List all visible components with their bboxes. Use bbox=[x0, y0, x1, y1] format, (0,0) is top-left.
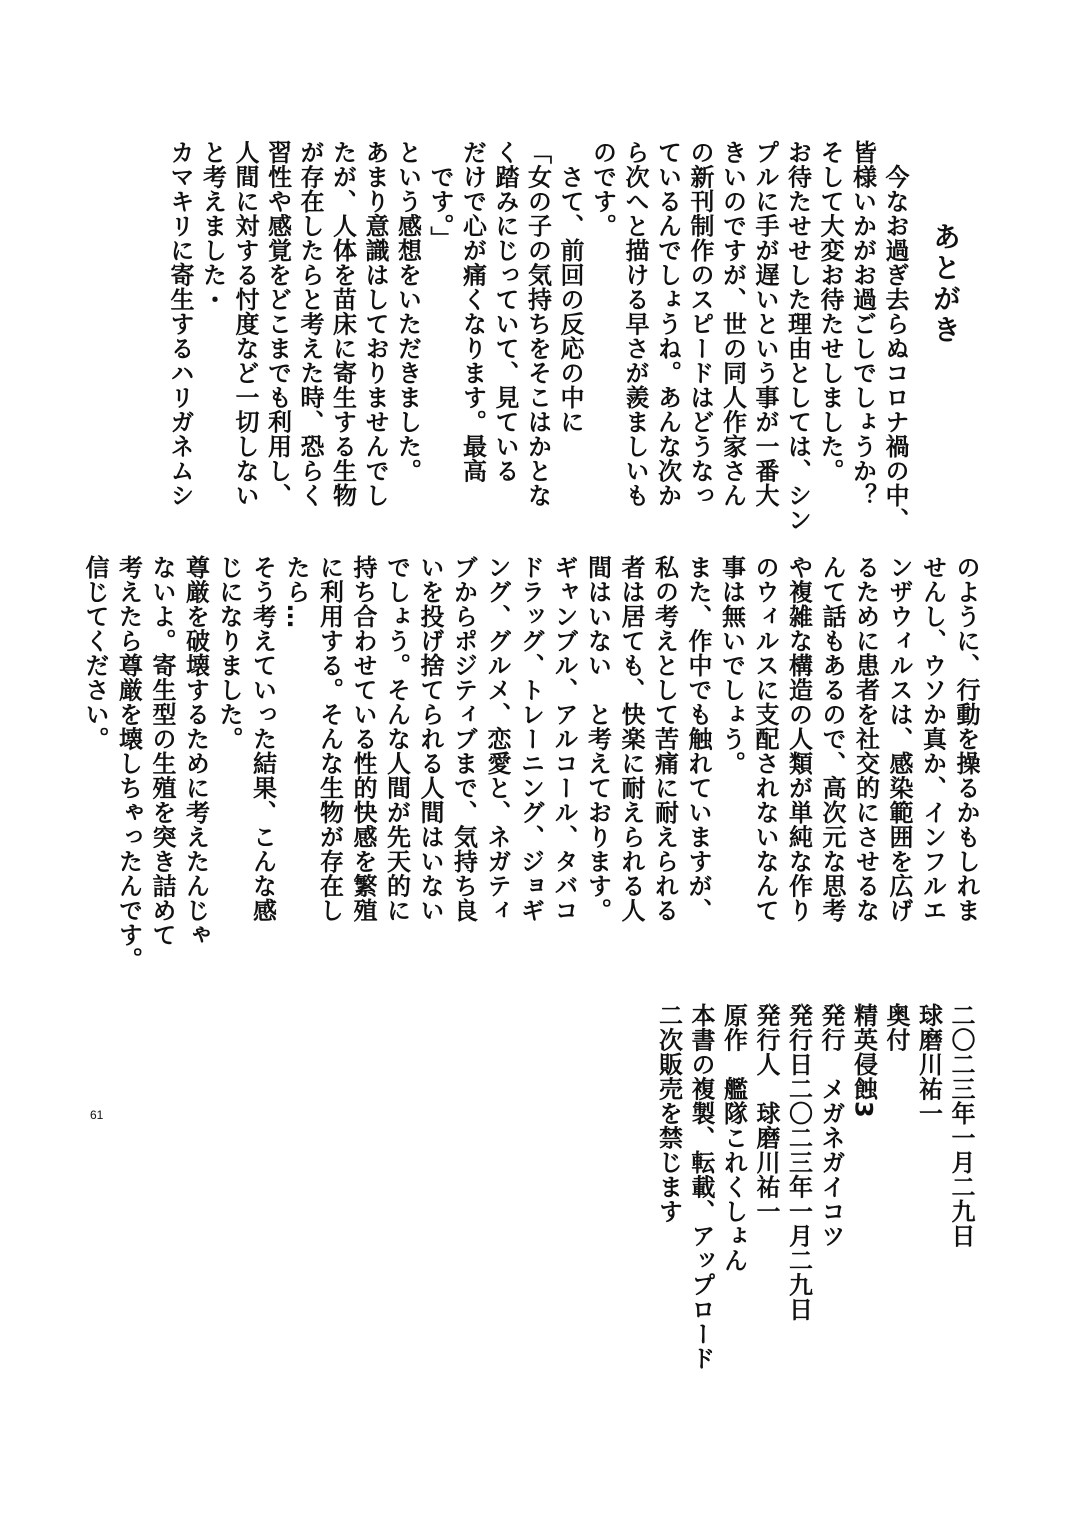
text-line: 習性や感覚をどこまでも利用し、 bbox=[263, 140, 292, 508]
text-line: 奥付 bbox=[882, 1003, 910, 1052]
text-line: 二次販売を禁じます bbox=[654, 1003, 683, 1224]
text-line: 精英侵蝕3 bbox=[849, 1003, 878, 1119]
text-line: 考えたら尊厳を壊しちゃったんです。 bbox=[114, 555, 143, 972]
text-line: ドラッグ、トレーニング、ジョギ bbox=[516, 555, 545, 923]
text-line: 発行人 球磨川祐一 bbox=[752, 1003, 780, 1224]
text-line: じになりました。 bbox=[215, 555, 243, 751]
text-line: 今なお過ぎ去らぬコロナ禍の中、 bbox=[881, 140, 909, 532]
text-line: 「女の子の気持ちをそこはかとな bbox=[523, 140, 552, 508]
text-line: 私の考えとして苦痛に耐えられる bbox=[650, 555, 679, 923]
text-line: カマキリに寄生するハリガネムシ bbox=[166, 140, 194, 508]
text-line: たら… bbox=[282, 555, 310, 629]
text-line: んて話もあるので、高次元な思考 bbox=[818, 555, 846, 923]
text-line: 発行日二〇二三年一月二九日 bbox=[784, 1003, 813, 1322]
text-line: いを投げ捨てられる人間はいない bbox=[416, 555, 444, 923]
text-line: そう考えていった結果、こんな感 bbox=[248, 555, 277, 923]
text-line: 皆様いかがお過ごしでしょうか？ bbox=[848, 140, 877, 508]
text-line: 人間に対する忖度など一切しない bbox=[231, 140, 259, 508]
text-line: 発行 メガネガイコツ bbox=[817, 1003, 845, 1248]
text-line: ブからポジティブまで、気持ち良 bbox=[449, 555, 478, 923]
text-line: ら次へと描ける早さが羨ましいも bbox=[621, 140, 649, 508]
afterword-body-top bbox=[164, 140, 912, 532]
text-line: の新刊制作のスピードはどうなっ bbox=[686, 140, 714, 508]
text-line: せんし、ウソか真か、インフルエ bbox=[918, 555, 947, 923]
text-line: に利用する。そんな生物が存在し bbox=[315, 555, 344, 923]
text-line: ング、グルメ、恋愛と、ネガティ bbox=[483, 555, 511, 923]
text-line: のです。 bbox=[588, 140, 617, 238]
text-line: 二〇二三年一月二九日 bbox=[947, 1003, 975, 1248]
text-line: や複雑な構造の人類が単純な作り bbox=[784, 555, 813, 923]
text-line: という感想をいただきました。 bbox=[393, 140, 422, 483]
text-line: 者は居ても、快楽に耐えられる人 bbox=[617, 555, 645, 923]
text-line: 球磨川祐一 bbox=[914, 1003, 943, 1126]
afterword-title: あとがき bbox=[929, 222, 962, 346]
text-line: ているんでしょうね。あんな次か bbox=[653, 140, 682, 508]
text-line: 持ち合わせている性的快感を繁殖 bbox=[349, 555, 377, 923]
text-line: 原作 艦隊これくしょん bbox=[719, 1003, 748, 1273]
text-line: 尊厳を破壊するために考えたんじゃ bbox=[181, 555, 210, 947]
text-line: 本書の複製、転載、アップロード bbox=[687, 1003, 715, 1371]
text-line: が存在したらと考えた時、恐らく bbox=[296, 140, 324, 508]
text-line: また、作中でも触れていますが、 bbox=[684, 555, 712, 923]
text-line: お待たせせした理由としては、シン bbox=[783, 140, 812, 532]
text-line: たが、人体を苗床に寄生する生物 bbox=[328, 140, 357, 508]
text-line: ギャンブル、アルコール、タバコ bbox=[550, 555, 578, 923]
text-line: 間はいない と考えております。 bbox=[583, 555, 612, 923]
text-line: ンザウィルスは、感染範囲を広げ bbox=[885, 555, 913, 923]
text-line: ないよ。寄生型の生殖を突き詰めて bbox=[148, 555, 176, 947]
text-line: 信じてください。 bbox=[81, 555, 109, 751]
page-number: 61 bbox=[90, 1108, 104, 1122]
text-line: です。」 bbox=[426, 140, 454, 251]
afterword-body-bottom bbox=[78, 555, 983, 972]
text-line: のように、行動を操るかもしれま bbox=[952, 555, 980, 923]
text-line: と考えました・ bbox=[198, 140, 227, 312]
text-line: く踏みにじっていて、見ている bbox=[491, 140, 519, 483]
text-line: そして大変お待たせしました。 bbox=[816, 140, 844, 483]
text-line: プルに手が遅いという事が一番大 bbox=[751, 140, 779, 508]
text-line: でしょう。そんな人間が先天的に bbox=[382, 555, 411, 923]
text-line: のウィルスに支配されないなんて bbox=[751, 555, 779, 923]
text-line: 事は無いでしょう。 bbox=[717, 555, 746, 776]
text-line: るために患者を社交的にさせるな bbox=[851, 555, 880, 923]
text-line: さて、前回の反応の中に bbox=[556, 140, 584, 434]
text-line: きいのですが、世の同人作家さん bbox=[718, 140, 747, 508]
text-line: あまり意識はしておりませんでし bbox=[361, 140, 389, 508]
text-line: だけで心が痛くなります。最高 bbox=[458, 140, 487, 483]
colophon bbox=[652, 1003, 977, 1371]
